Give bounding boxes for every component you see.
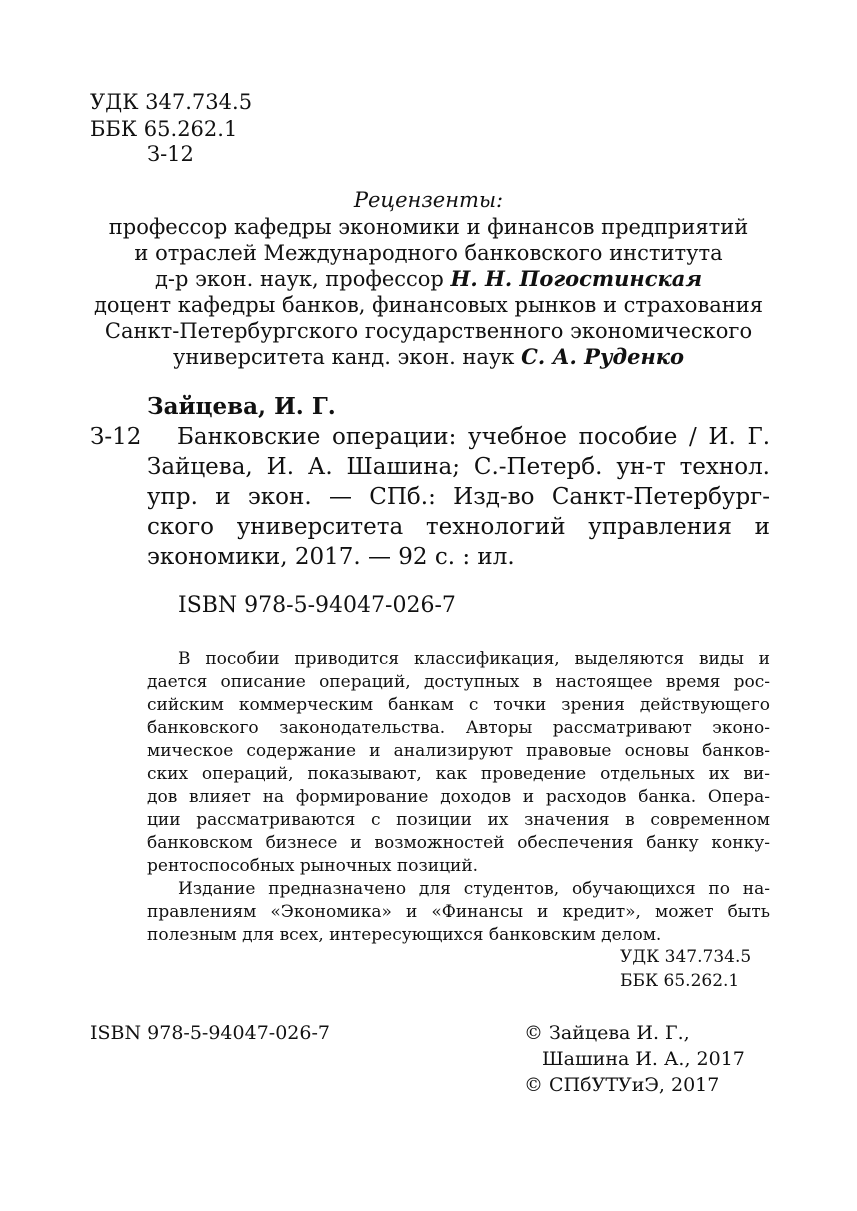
abstract-line: банковском бизнесе и возможностей обеспечения банку конку-	[147, 833, 770, 853]
reviewers-title: Рецензенты:	[353, 188, 504, 212]
reviewer-line-5: Санкт-Петербургского государственного экономического	[104, 319, 753, 343]
reviewer-name-1: Н. Н. Погостинская	[450, 266, 703, 291]
abstract-line: правлениям «Экономика» и «Финансы и кредит», может быть	[147, 902, 770, 922]
abstract-line: дов влияет на формирование доходов и расходов банка. Опера-	[147, 787, 770, 807]
catalog-line: Банковские операции: учебное пособие / И. Г.	[177, 424, 770, 450]
reviewer-degree: д-р экон. наук, профессор	[154, 267, 451, 291]
catalog-line: экономики, 2017. — 92 с. : ил.	[147, 544, 515, 570]
catalog-line: Зайцева, И. А. Шашина; С.-Петерб. ун-т технол.	[147, 454, 770, 480]
udk-code: УДК 347.734.5	[90, 90, 253, 114]
reviewer-name-2: С. А. Руденко	[521, 344, 685, 369]
author-mark: З-12	[147, 142, 194, 166]
bbk-code: ББК 65.262.1	[90, 117, 238, 141]
footer-isbn: ISBN 978-5-94047-026-7	[90, 1022, 330, 1044]
reviewer-line-2: и отраслей Международного банковского института	[134, 241, 723, 265]
abstract-line: Издание предназначено для студентов, обучающихся по на-	[178, 879, 770, 899]
abstract-udk: УДК 347.734.5	[620, 947, 752, 967]
abstract-line: полезным для всех, интересующихся банковским делом.	[147, 925, 662, 945]
copyright-publisher: © СПбУТУиЭ, 2017	[524, 1074, 720, 1096]
copyright-coauthor: Шашина И. А., 2017	[542, 1048, 745, 1070]
abstract-line: мическое содержание и анализируют правовые основы банков-	[147, 741, 770, 761]
copyright-authors: © Зайцева И. Г.,	[524, 1022, 690, 1044]
reviewer-line-1: профессор кафедры экономики и финансов предприятий	[108, 215, 749, 239]
abstract-line: ции рассматриваются с позиции их значения в современном	[147, 810, 770, 830]
abstract	[147, 648, 770, 947]
abstract-line: сийским коммерческим банкам с точки зрения действующего	[147, 695, 770, 715]
catalog-description	[147, 422, 770, 572]
catalog-line: ского университета технологий управления и	[147, 514, 770, 540]
reviewer-line-6	[0, 344, 857, 370]
catalog-isbn: ISBN 978-5-94047-026-7	[178, 593, 456, 618]
reviewer-line-4: доцент кафедры банков, финансовых рынков и страхования	[93, 293, 764, 317]
reviewer-degree-2: университета канд. экон. наук	[172, 345, 522, 369]
abstract-line: банковского законодательства. Авторы рассматривают эконо-	[147, 718, 770, 738]
catalog-mark: З-12	[90, 424, 142, 450]
reviewer-line-3	[0, 266, 857, 292]
catalog-line: упр. и экон. — СПб.: Изд-во Санкт-Петербург-	[147, 484, 770, 510]
abstract-line: дается описание операций, доступных в настоящее время рос-	[147, 672, 770, 692]
abstract-line: В пособии приводится классификация, выделяются виды и	[178, 649, 770, 669]
abstract-line: рентоспособных рыночных позиций.	[147, 856, 479, 876]
abstract-bbk: ББК 65.262.1	[620, 971, 740, 991]
author-heading: Зайцева, И. Г.	[147, 393, 336, 420]
abstract-line: ских операций, показывают, как проведение отдельных их ви-	[147, 764, 770, 784]
